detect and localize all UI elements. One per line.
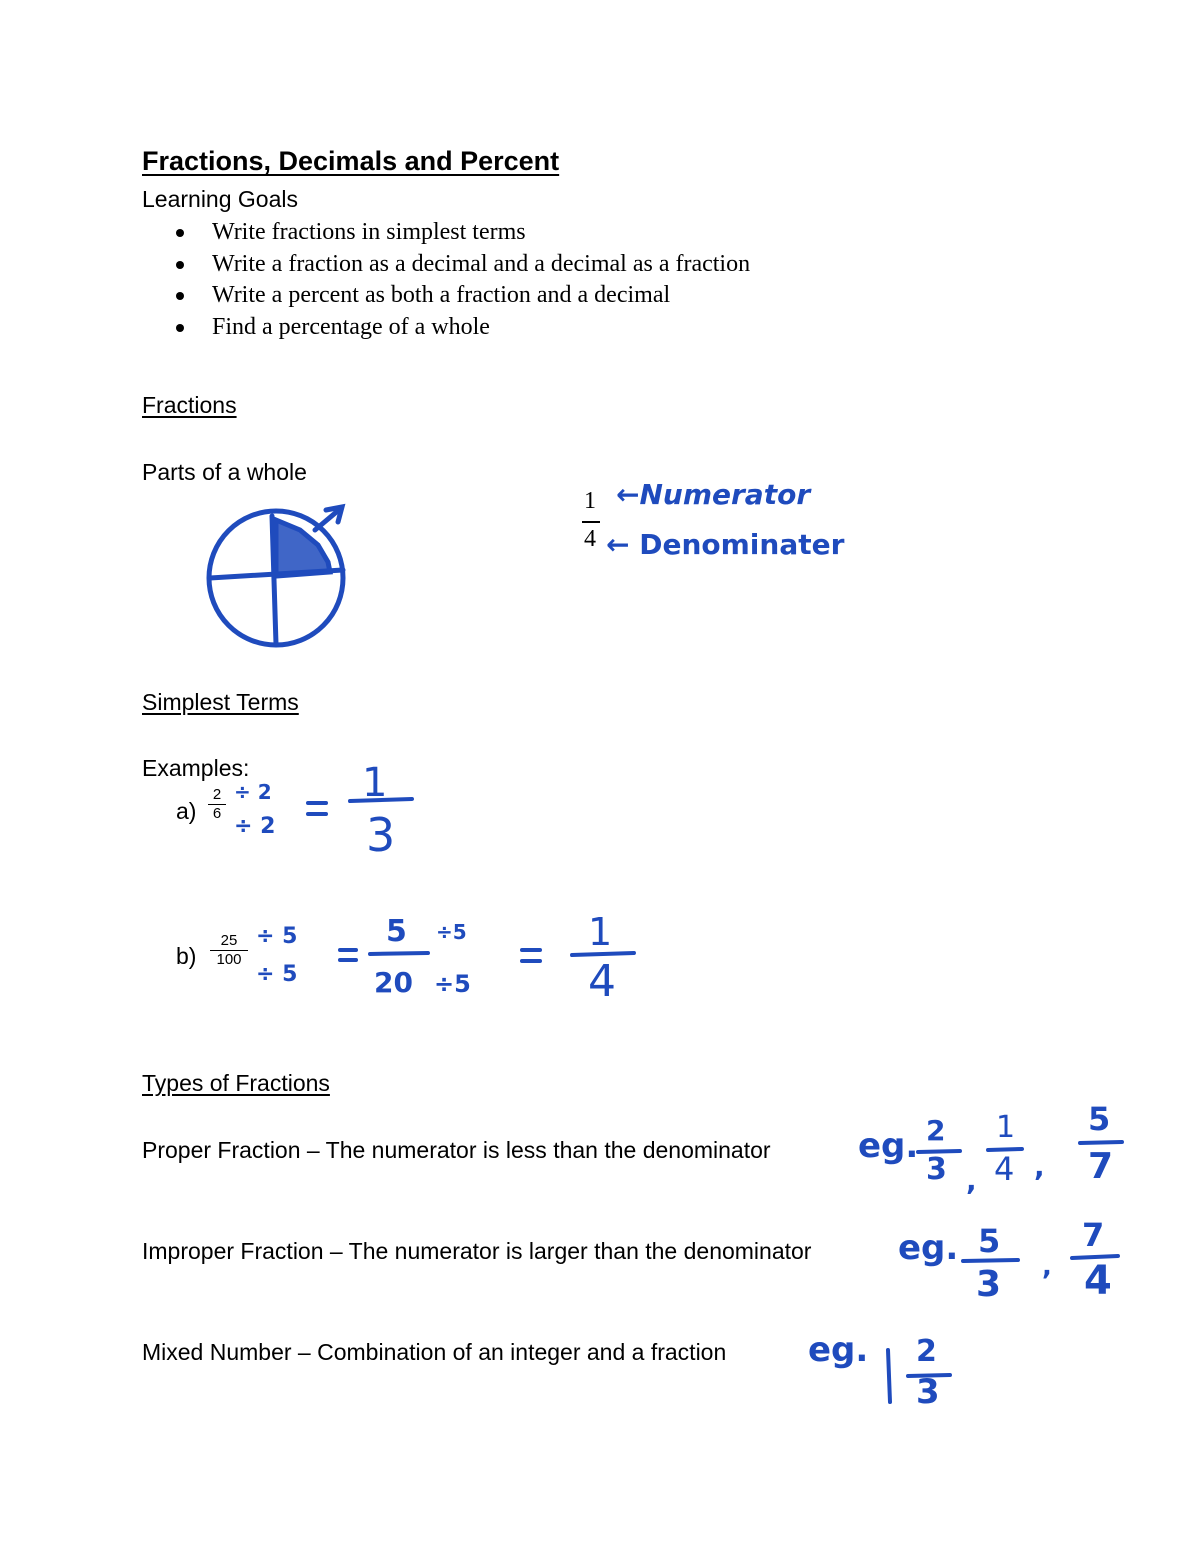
comma: , [1034,1150,1045,1183]
comma: , [1042,1252,1052,1282]
improper-ex2-num: 7 [1082,1216,1105,1254]
proper-ex2-num: 1 [996,1110,1016,1145]
proper-ex1-den: 3 [926,1152,947,1187]
mixed-eg-label: eg. [808,1330,869,1370]
example-denominator: 4 [584,526,596,552]
improper-eg-label: eg. [898,1228,959,1268]
parts-of-whole-label: Parts of a whole [142,459,307,485]
example-b-result-den: 4 [588,956,616,1007]
example-b-mid-den: 20 [374,966,413,999]
types-of-fractions-heading: Types of Fractions [142,1070,330,1096]
list-item: Write a fraction as a decimal and a decimal as a fraction [170,249,750,281]
example-b-mid-num: 5 [386,914,407,949]
examples-label: Examples: [142,755,250,781]
list-item: Find a percentage of a whole [170,312,750,344]
proper-ex1-num: 2 [926,1114,946,1147]
proper-ex3-num: 5 [1088,1100,1111,1138]
proper-ex2-den: 4 [994,1150,1015,1188]
example-b-den-op: ÷ 5 [256,962,298,987]
list-item: Write a percent as both a fraction and a decimal [170,280,750,312]
proper-fraction-text: Proper Fraction – The numerator is less than the denominator [142,1137,771,1163]
fractions-heading: Fractions [142,392,237,418]
improper-ex1-den: 3 [976,1264,1002,1305]
numerator-note: ←Numerator [616,478,811,511]
denominator-note: ← Denominater [606,528,845,561]
mixed-whole-stroke [888,1350,890,1402]
example-b-mid-num-op: ÷5 [436,920,467,944]
list-item: Write fractions in simplest terms [170,217,750,249]
example-b-result-num: 1 [588,910,613,954]
example-a-result-den: 3 [366,808,396,862]
proper-ex3-bar [1080,1142,1122,1143]
improper-ex1-num: 5 [978,1222,1001,1260]
example-a-result-num: 1 [362,760,388,806]
example-a-fraction: $\frac{2}{6}$ [208,786,226,823]
example-b-label: b) [176,943,197,969]
comma: , [966,1164,977,1197]
improper-ex2-den: 4 [1084,1258,1112,1304]
simplest-terms-heading: Simplest Terms [142,689,299,715]
example-b-mid-den-op: ÷5 [434,970,471,998]
example-b-fraction: $\frac{25}{100}$ [210,932,248,969]
example-a-den-op: ÷ 2 [234,814,276,839]
example-numerator: 1 [584,488,596,514]
example-a-num-op: ÷ 2 [234,780,272,804]
improper-ex1-bar [963,1260,1018,1261]
example-b-num-op: ÷ 5 [256,924,298,949]
mixed-ex-num: 2 [916,1334,937,1369]
mixed-ex-den: 3 [916,1372,940,1412]
improper-fraction-text: Improper Fraction – The numerator is larger than the denominator [142,1238,812,1264]
proper-eg-label: eg. [858,1126,919,1166]
example-a-label: a) [176,798,197,824]
page-title: Fractions, Decimals and Percent [142,146,560,176]
proper-ex3-den: 7 [1088,1146,1114,1187]
mixed-number-text: Mixed Number – Combination of an integer and a fraction [142,1339,727,1365]
learning-goals-heading: Learning Goals [142,186,298,212]
